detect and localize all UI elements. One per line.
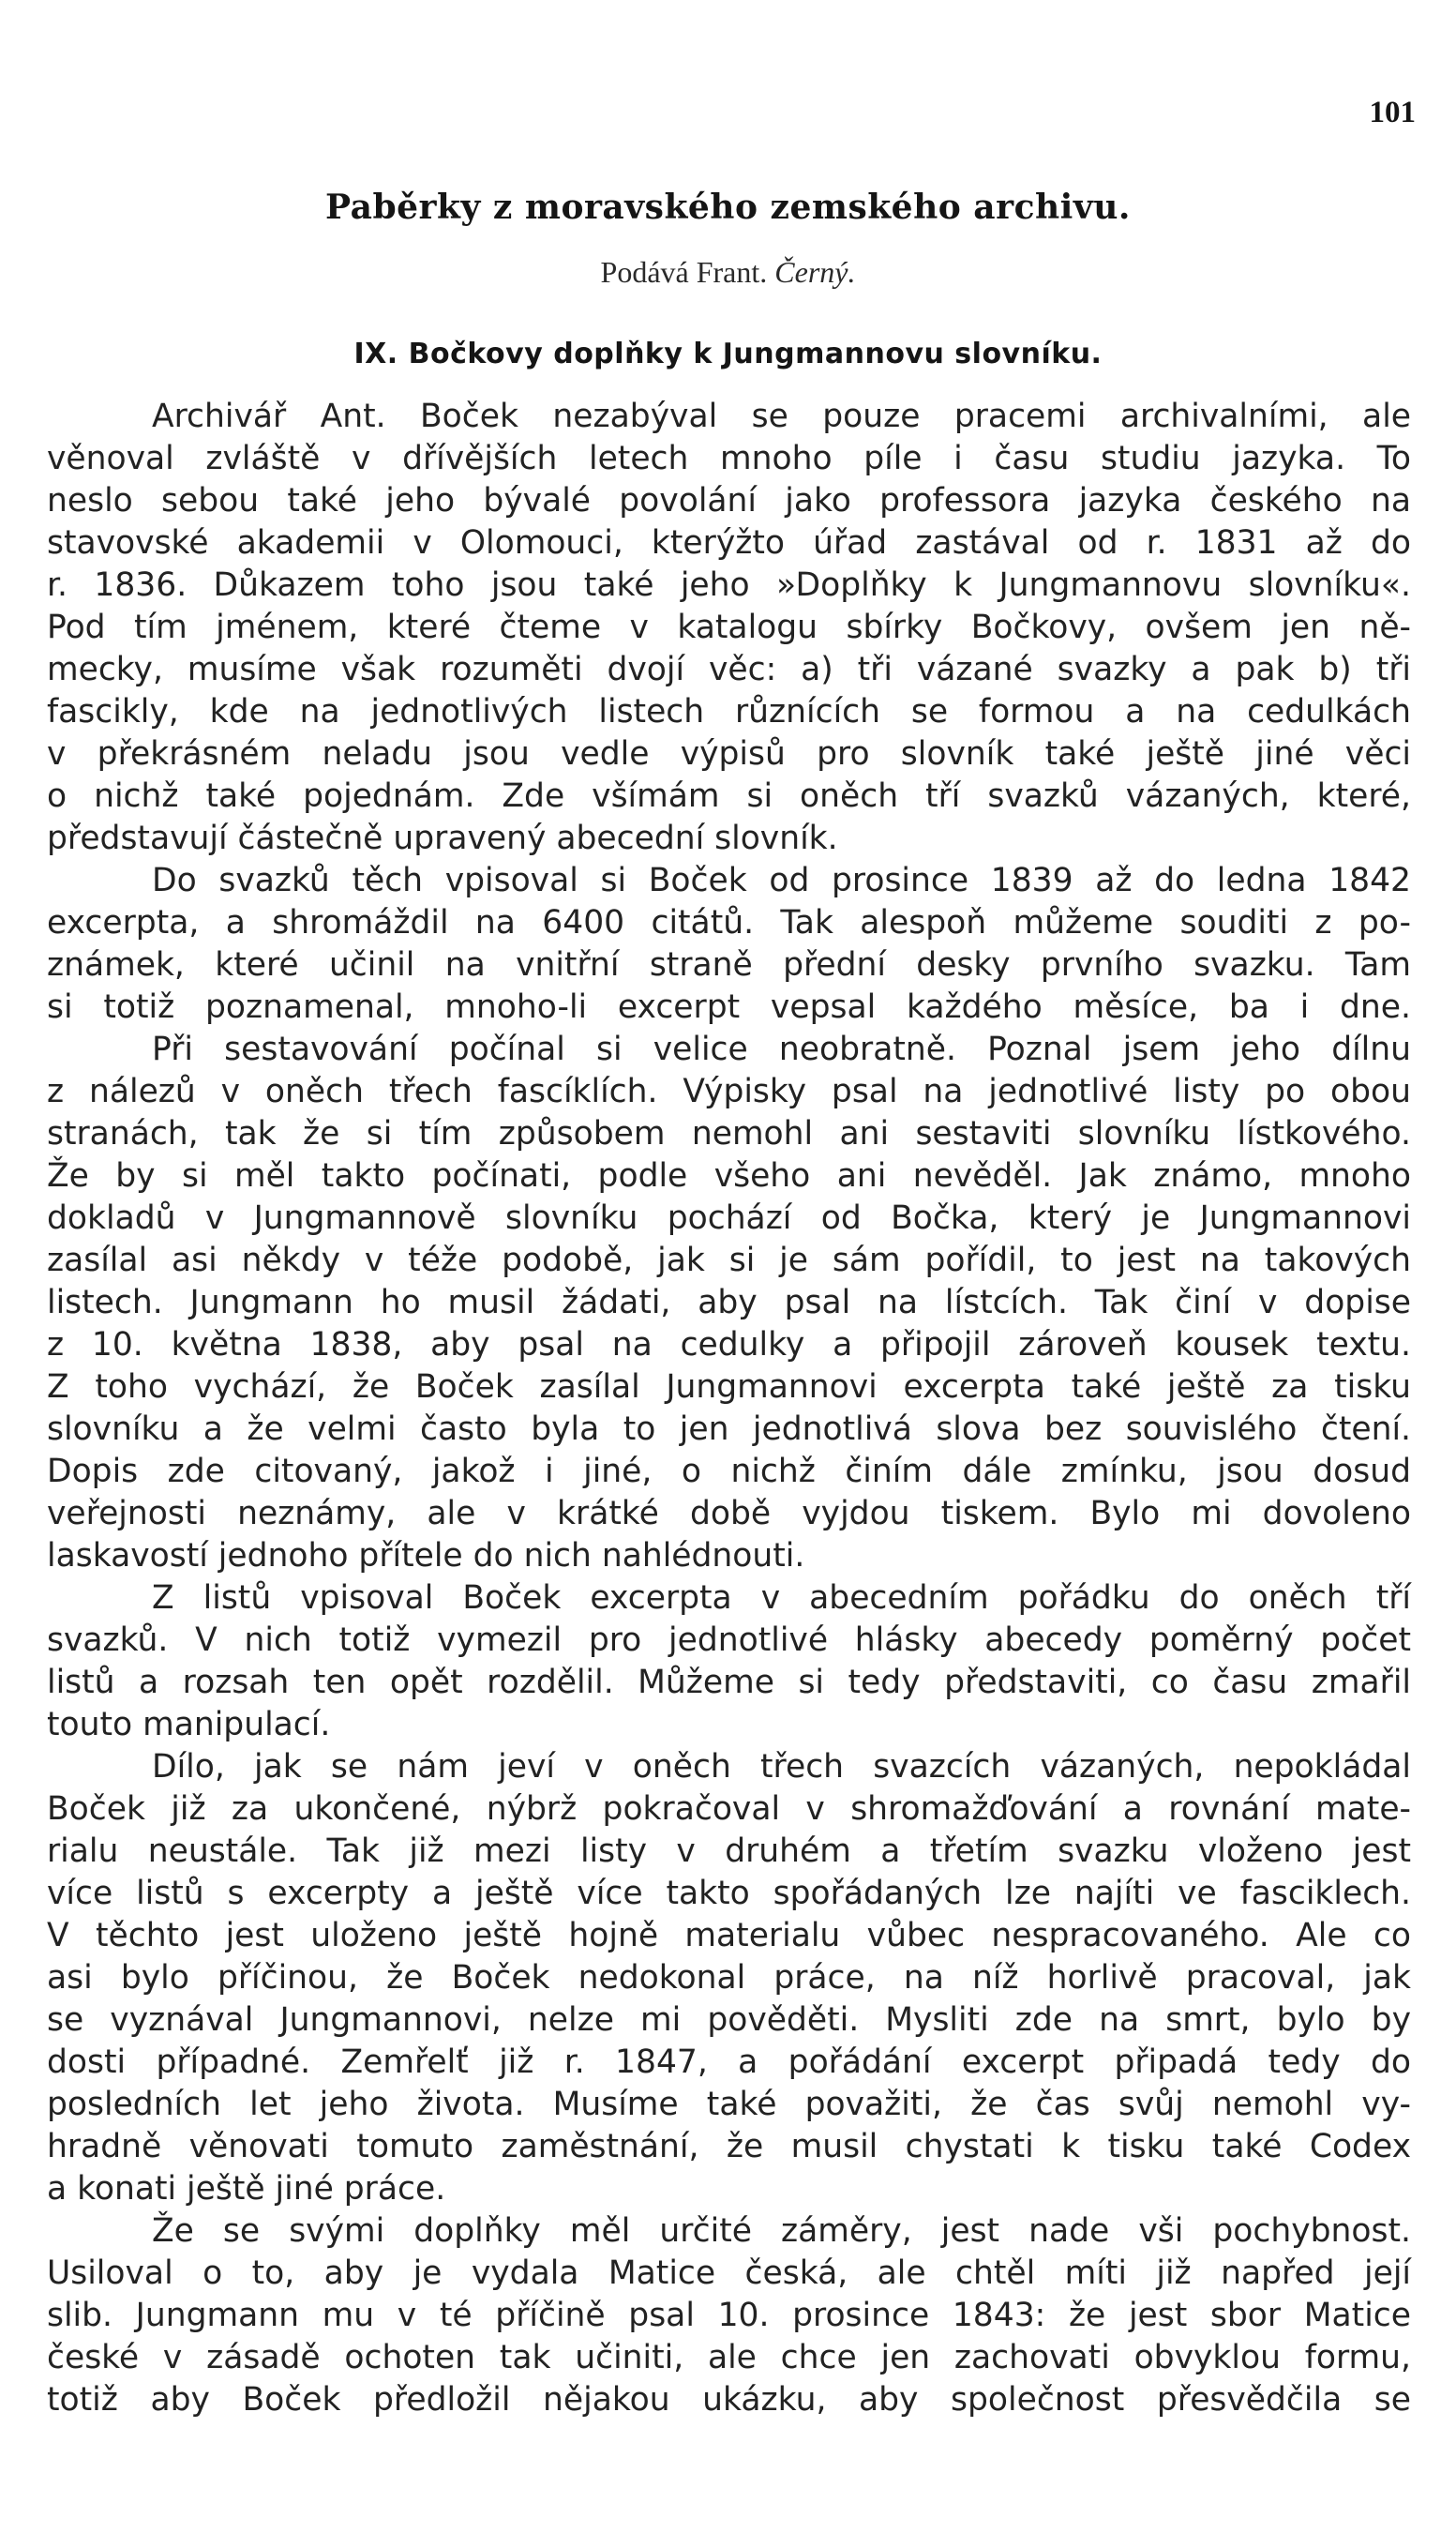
text-line: z 10. května 1838, aby psal na cedulky a připojil zároveň kousek textu. (47, 1326, 1411, 1364)
text-line: rialu neustále. Tak již mezi listy v druhém a třetím svazku vloženo jest (47, 1832, 1411, 1870)
text-line: totiž aby Boček předložil nějakou ukázku, aby společnost přesvědčila se (47, 2381, 1411, 2419)
text-line: r. 1836. Důkazem toho jsou také jeho »Doplňky k Jungmannovu slovníku«. (47, 566, 1411, 604)
text-line: posledních let jeho života. Musíme také považiti, že čas svůj nemohl vy- (47, 2086, 1411, 2123)
text-line: se vyznával Jungmannovi, nelze mi pověděti. Mysliti zde na smrt, bylo by (47, 2001, 1411, 2039)
text-line: stavovské akademii v Olomouci, kterýžto úřad zastával od r. 1831 až do (47, 524, 1411, 562)
text-line: listů a rozsah ten opět rozdělil. Můžeme si tedy představiti, co času zmařil (47, 1664, 1411, 1701)
article-title: Paběrky z moravského zemského archivu. (325, 188, 1131, 227)
text-line: známek, které učinil na vnitřní straně přední desky prvního svazku. Tam (47, 946, 1411, 984)
text-line: více listů s excerpty a ještě více takto spořádaných lze najíti ve fasciklech. (47, 1875, 1411, 1912)
text-line: dosti případné. Zemřelť již r. 1847, a pořádání excerpt připadá tedy do (47, 2043, 1411, 2081)
text-line: Do svazků těch vpisoval si Boček od prosince 1839 až do ledna 1842 (152, 862, 1411, 899)
text-line: veřejnosti neznámy, ale v krátké době vyjdou tiskem. Bylo mi dovoleno (47, 1495, 1411, 1532)
text-line: Z toho vychází, že Boček zasílal Jungmannovi excerpta také ještě za tisku (47, 1368, 1411, 1406)
text-line: představují částečně upravený abecední slovník. (47, 820, 838, 857)
text-line: asi bylo příčinou, že Boček nedokonal práce, na níž horlivě pracoval, jak (47, 1959, 1411, 1997)
text-line: z nálezů v oněch třech fascíklích. Výpisky psal na jednotlivé listy po obou (47, 1073, 1411, 1110)
text-line: Dílo, jak se nám jeví v oněch třech svazcích vázaných, nepokládal (152, 1748, 1411, 1786)
text-line: a konati ještě jiné práce. (47, 2170, 446, 2208)
text-line: Usiloval o to, aby je vydala Matice česká, ale chtěl míti již napřed její (47, 2254, 1411, 2292)
text-line: Že se svými doplňky měl určité záměry, jest nade vši pochybnost. (152, 2212, 1411, 2250)
body-text (47, 396, 1411, 2421)
text-line: svazků. V nich totiž vymezil pro jednotlivé hlásky abecedy poměrný počet (47, 1621, 1411, 1659)
text-line: Při sestavování počínal si velice neobratně. Poznal jsem jeho dílnu (152, 1031, 1411, 1068)
text-line: V těchto jest uloženo ještě hojně materialu vůbec nespracovaného. Ale co (47, 1917, 1411, 1954)
text-line: Archivář Ant. Boček nezabýval se pouze pracemi archivalními, ale (152, 398, 1411, 435)
text-line: Boček již za ukončené, nýbrž pokračoval v shromažďování a rovnání mate- (47, 1790, 1411, 1828)
text-line: dokladů v Jungmannově slovníku pochází od Bočka, který je Jungmannovi (47, 1199, 1411, 1237)
text-line: si totiž poznamenal, mnoho-li excerpt vepsal každého měsíce, ba i dne. (47, 988, 1411, 1026)
text-line: v překrásném neladu jsou vedle výpisů pro slovník také ještě jiné věci (47, 735, 1411, 773)
byline-author: Černý. (774, 255, 856, 289)
text-line: slib. Jungmann mu v té příčině psal 10. prosince 1843: že jest sbor Matice (47, 2297, 1411, 2334)
byline (0, 255, 1456, 290)
text-line: fascikly, kde na jednotlivých listech různících se formou a na cedulkách (47, 693, 1411, 731)
text-line: Dopis zde citovaný, jakož i jiné, o nichž činím dále zmínku, jsou dosud (47, 1453, 1411, 1490)
section-subtitle: IX. Bočkovy doplňky k Jungmannovu slovníku. (353, 338, 1103, 370)
text-line: laskavostí jednoho přítele do nich nahlédnouti. (47, 1537, 805, 1575)
text-line: o nichž také pojednám. Zde všímám si oněch tří svazků vázaných, které, (47, 777, 1411, 815)
text-line: Že by si měl takto počínati, podle všeho ani nevěděl. Jak známo, mnoho (47, 1157, 1411, 1195)
text-line: neslo sebou také jeho bývalé povolání jako professora jazyka českého na (47, 482, 1411, 520)
text-line: Pod tím jménem, které čteme v katalogu sbírky Bočkovy, ovšem jen ně- (47, 609, 1411, 646)
text-line: mecky, musíme však rozuměti dvojí věc: a) tři vázané svazky a pak b) tři (47, 651, 1411, 688)
text-line: stranách, tak že si tím způsobem nemohl ani sestaviti slovníku lístkového. (47, 1115, 1411, 1153)
text-line: hradně věnovati tomuto zaměstnání, že musil chystati k tisku také Codex (47, 2128, 1411, 2165)
text-line: touto manipulací. (47, 1706, 331, 1743)
text-line: listech. Jungmann ho musil žádati, aby psal na lístcích. Tak činí v dopise (47, 1284, 1411, 1321)
page-number: 101 (1369, 96, 1416, 129)
text-line: slovníku a že velmi často byla to jen jednotlivá slova bez souvislého čtení. (47, 1410, 1411, 1448)
byline-prefix: Podává Frant. (600, 255, 768, 289)
text-line: věnoval zvláště v dřívějších letech mnoho píle i času studiu jazyka. To (47, 440, 1411, 477)
text-line: Z listů vpisoval Boček excerpta v abecedním pořádku do oněch tří (152, 1579, 1411, 1617)
text-line: excerpta, a shromáždil na 6400 citátů. Tak alespoň můžeme souditi z po- (47, 904, 1411, 942)
text-line: zasílal asi někdy v téže podobě, jak si je sám pořídil, to jest na takových (47, 1242, 1411, 1279)
text-line: české v zásadě ochoten tak učiniti, ale chce jen zachovati obvyklou formu, (47, 2339, 1411, 2376)
